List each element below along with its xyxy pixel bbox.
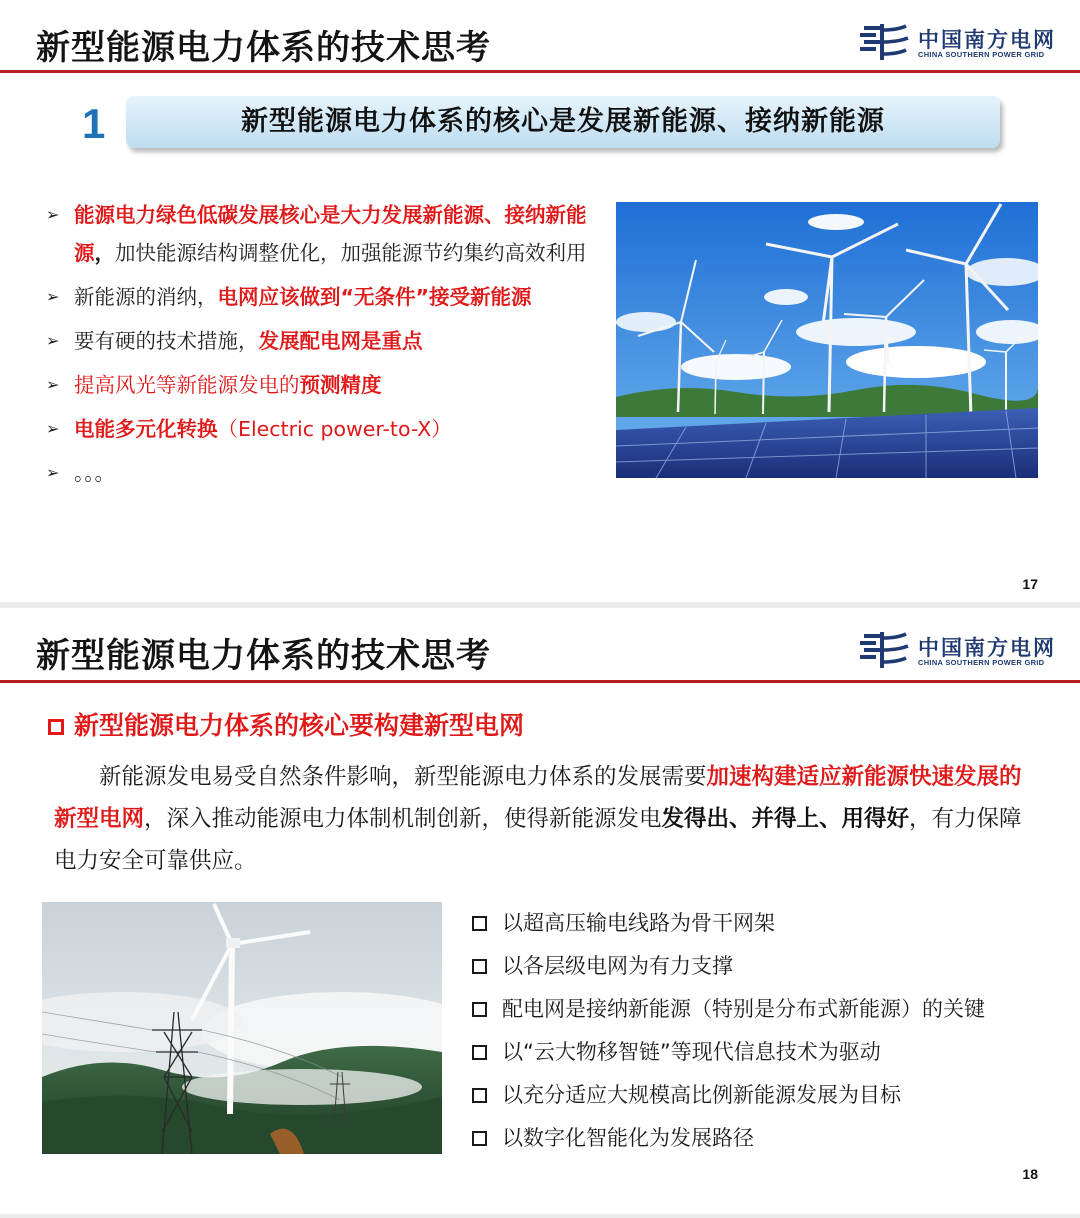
slide-title: 新型能源电力体系的技术思考: [36, 28, 491, 68]
company-logo: [858, 22, 1068, 66]
logo-name-cn: 中国南方电网: [918, 28, 1056, 52]
square-bullet-icon: [472, 1088, 487, 1103]
list-item: ➢ 能源电力绿色低碳发展核心是大力发展新能源、接纳新能源，加快能源结构调整优化，加强能源节约集约高效利用: [46, 196, 606, 272]
arrow-bullet-icon: ➢: [46, 331, 60, 350]
square-bullet-icon: [472, 1131, 487, 1146]
page-number: 18: [1022, 1166, 1038, 1182]
arrow-bullet-icon: ➢: [46, 375, 60, 394]
csg-logo-icon: [858, 630, 910, 670]
title-divider: [0, 70, 1080, 73]
slide-18: [0, 608, 1080, 1214]
list-item: 以各层级电网为有力支撑: [472, 945, 1052, 988]
company-logo: [858, 630, 1068, 674]
list-item: ➢ 提高风光等新能源发电的预测精度: [46, 366, 606, 404]
list-item: ➢ 新能源的消纳，电网应该做到“无条件”接受新能源: [46, 278, 606, 316]
slide-17: [0, 0, 1080, 602]
list-item: 以超高压输电线路为骨干网架: [472, 902, 1052, 945]
csg-logo-icon: [858, 22, 910, 62]
section-number: 1: [82, 100, 106, 147]
list-item: ➢ 电能多元化转换（Electric power-to-X）: [46, 410, 606, 448]
arrow-bullet-icon: ➢: [46, 463, 60, 482]
arrow-bullet-icon: ➢: [46, 287, 60, 306]
logo-name-en: CHINA SOUTHERN POWER GRID: [918, 658, 1045, 667]
page-number: 17: [1022, 576, 1038, 592]
title-divider: [0, 680, 1080, 683]
list-item: 以数字化智能化为发展路径: [472, 1117, 1052, 1160]
square-bullet-icon: [48, 719, 64, 735]
square-bullet-icon: [472, 1002, 487, 1017]
square-bullet-icon: [472, 1045, 487, 1060]
list-item: 以充分适应大规模高比例新能源发展为目标: [472, 1074, 1052, 1117]
logo-name-en: CHINA SOUTHERN POWER GRID: [918, 50, 1045, 59]
arrow-bullet-icon: ➢: [46, 419, 60, 438]
section-heading: 新型能源电力体系的核心要构建新型电网: [48, 706, 524, 742]
list-item: ➢ 。。。: [46, 454, 606, 492]
bullet-list: [472, 902, 1052, 1160]
square-bullet-icon: [472, 959, 487, 974]
intro-paragraph: 新能源发电易受自然条件影响，新型能源电力体系的发展需要加速构建适应新能源快速发展的新型电网，深入推动能源电力体制机制创新，使得新能源发电发得出、并得上、用得好，有力保障电力安全可靠供应。: [54, 764, 1022, 874]
turbine-tower-photo: [42, 902, 442, 1154]
wind-solar-photo: [616, 202, 1038, 478]
list-item: 以“云大物移智链”等现代信息技术为驱动: [472, 1031, 1052, 1074]
arrow-bullet-icon: ➢: [46, 205, 60, 224]
list-item: ➢ 要有硬的技术措施，发展配电网是重点: [46, 322, 606, 360]
slide-title: 新型能源电力体系的技术思考: [36, 636, 491, 676]
logo-name-cn: 中国南方电网: [918, 636, 1056, 660]
bullet-list: [46, 196, 606, 498]
list-item: 配电网是接纳新能源（特别是分布式新能源）的关键: [472, 988, 1052, 1031]
square-bullet-icon: [472, 916, 487, 931]
section-banner: 新型能源电力体系的核心是发展新能源、接纳新能源: [126, 96, 1000, 148]
